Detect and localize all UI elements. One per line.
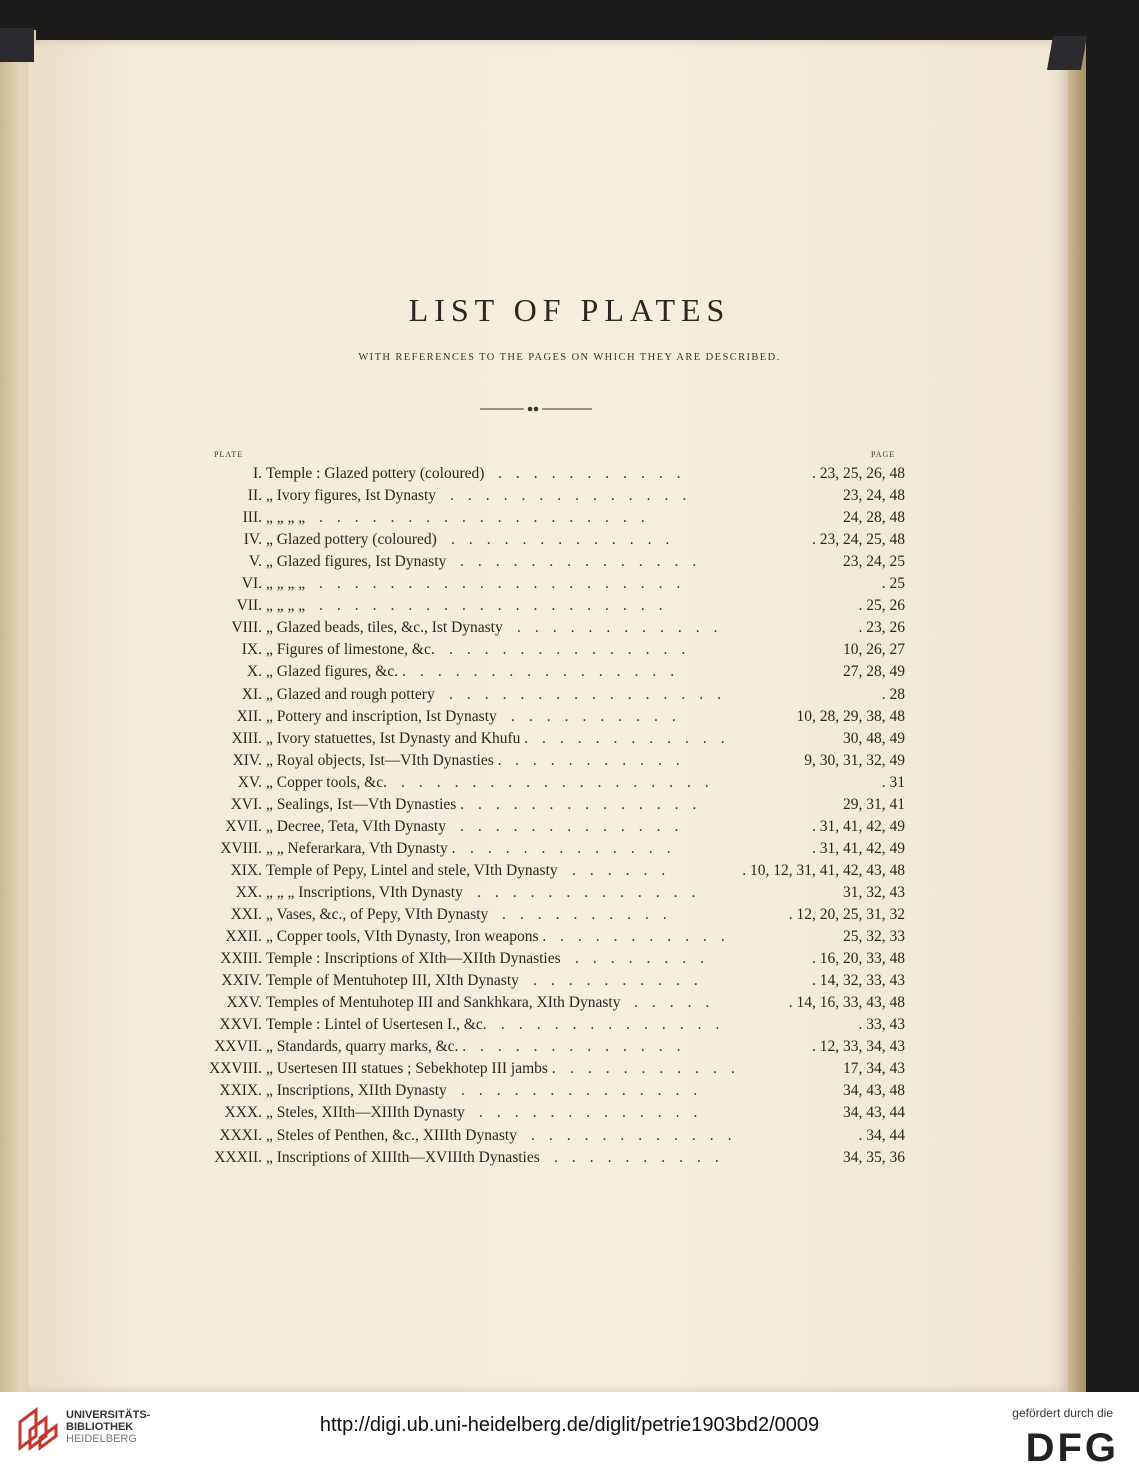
plate-number: VI. [241,575,262,593]
plate-number: XXII. [225,928,262,946]
plate-page-references: . 25 [881,575,905,593]
plate-description: „ Copper tools, VIth Dynasty, Iron weapons . [266,928,547,946]
plate-row [0,575,1139,597]
plate-number: XXIV. [221,972,262,990]
leader-dots: .............. [460,553,711,571]
plate-description: „ Sealings, Ist—Vth Dynasties . [266,795,465,813]
plate-row [0,1127,1139,1149]
footer-bar [0,1392,1139,1478]
plate-row [0,708,1139,730]
plate-description: „ „ „ „ [266,509,306,527]
plate-description: „ Pottery and inscription, Ist Dynasty [266,707,497,725]
plate-page-references: . 31, 41, 42, 49 [812,839,905,857]
plate-page-references: . 33, 43 [858,1016,905,1034]
plate-page-references: . 16, 20, 33, 48 [812,950,905,968]
plate-row [0,1038,1139,1060]
leader-dots: ............. [501,1016,734,1034]
plate-description: „ „ „ „ [266,597,306,615]
plate-description: „ Decree, Teta, VIth Dynasty [266,817,446,835]
column-header-plate: PLATE [214,450,243,459]
plate-description: „ Usertesen III statues ; Sebekhotep III jambs . [266,1060,556,1078]
leader-dots: ............ [517,619,732,637]
leader-dots: ..... [634,994,724,1012]
plate-description: „ Copper tools, &c. [266,773,387,791]
leader-dots: ................ [449,685,735,703]
plate-row [0,553,1139,575]
plate-description: „ Steles, XIIth—XIIIth Dynasty [266,1104,465,1122]
plate-description: „ „ „ Inscriptions, VIth Dynasty [266,883,463,901]
plate-description: Temple : Glazed pottery (coloured) [266,465,485,482]
leader-dots: .................. [401,773,723,791]
plate-row [0,686,1139,708]
plate-number: V. [248,553,262,571]
plate-page-references: . 12, 33, 34, 43 [812,1038,905,1056]
plate-number: XI. [241,685,262,703]
leader-dots: .......... [560,928,739,946]
leader-dots: .......... [511,707,690,725]
plate-description: Temple of Pepy, Lintel and stele, VIth Dynasty [266,861,558,879]
plate-row [0,1082,1139,1104]
leader-dots: ............. [478,795,711,813]
plate-page-references: 25, 32, 33 [843,928,905,946]
plate-number: II. [247,487,262,505]
plate-row [0,1149,1139,1171]
plate-row [0,840,1139,862]
leader-dots: .................... [319,597,677,615]
plate-row [0,774,1139,796]
library-name-line2: BIBLIOTHEK [66,1421,134,1433]
plate-row [0,1016,1139,1038]
plate-row [0,465,1139,487]
page-title: LIST OF PLATES [408,292,731,328]
plate-page-references: . 14, 16, 33, 43, 48 [788,994,905,1012]
plate-number: XVII. [225,817,262,835]
plate-row [0,950,1139,972]
leader-dots: ............. [479,1104,712,1122]
plate-description: „ Steles of Penthen, &c., XIIIth Dynasty [266,1126,517,1144]
page-subtitle: WITH REFERENCES TO THE PAGES ON WHICH THEY ARE DESCRIBED. [358,352,781,363]
leader-dots: ............ [480,1038,695,1056]
plate-number: XII. [236,707,262,725]
plate-page-references: 27, 28, 49 [843,663,905,681]
plate-number: XXIX. [219,1082,262,1100]
plate-page-references: 23, 24, 25 [843,553,905,571]
plate-page-references: 34, 35, 36 [843,1148,905,1166]
plate-page-references: 34, 43, 48 [843,1082,905,1100]
leader-dots: ............. [477,883,710,901]
plate-description: „ „ Neferarkara, Vth Dynasty . [266,839,456,857]
leader-dots: ........ [575,950,718,968]
plate-row [0,531,1139,553]
plate-row [0,884,1139,906]
plate-description: „ Ivory figures, Ist Dynasty [266,487,437,505]
plate-page-references: 24, 28, 48 [843,509,905,527]
plate-row [0,509,1139,531]
plate-number: XXIII. [220,950,262,968]
plate-row [0,994,1139,1016]
leader-dots: .......... [515,751,694,769]
plate-page-references: . 25, 26 [858,597,905,615]
plate-description: „ Glazed beads, tiles, &c., Ist Dynasty [266,619,503,637]
plate-number: XXVII. [214,1038,262,1056]
plate-description: „ Inscriptions of XIIIth—XVIIIth Dynasties [266,1148,540,1166]
plate-description: „ Inscriptions, XIIth Dynasty [266,1082,447,1100]
plate-description: Temple : Inscriptions of XIth—XIIth Dynasties [266,950,561,968]
leader-dots: .......... [570,1060,749,1078]
plate-number: X. [246,663,262,681]
plate-page-references: 30, 48, 49 [843,729,905,747]
plate-page-references: 34, 43, 44 [843,1104,905,1122]
plate-number: VII. [236,597,262,615]
leader-dots: ................... [319,509,659,527]
plate-row [0,906,1139,928]
leader-dots: ...... [572,861,680,879]
plate-number: IV. [243,531,262,549]
plate-number: XXX. [224,1104,262,1122]
plate-number: XXXII. [214,1148,262,1166]
plate-page-references: 9, 30, 31, 32, 49 [804,751,905,769]
plate-row [0,487,1139,509]
leader-dots: ............... [420,663,689,681]
library-name-line1: UNIVERSITÄTS- [66,1409,151,1421]
plate-page-references: . 14, 32, 33, 43 [812,972,905,990]
plate-description: Temple of Mentuhotep III, XIth Dynasty [266,972,519,990]
plate-page-references: 10, 28, 29, 38, 48 [796,707,905,725]
plate-number: III. [242,509,262,527]
plate-number: I. [252,465,262,482]
plate-row [0,1060,1139,1082]
leader-dots: ........... [498,465,695,482]
plate-description: „ Glazed figures, Ist Dynasty [266,553,447,571]
plate-row [0,752,1139,774]
leader-dots: ............ [531,1126,746,1144]
plate-description: „ Vases, &c., of Pepy, VIth Dynasty [266,906,489,923]
leader-dots: ............. [451,531,684,549]
plate-row [0,619,1139,641]
plate-description: „ Ivory statuettes, Ist Dynasty and Khufu . [266,729,529,747]
leader-dots: .............. [449,641,700,659]
plate-page-references: 23, 24, 48 [843,487,905,505]
plate-number: XVIII. [220,839,262,857]
leader-dots: ..................... [319,575,695,593]
plate-description: „ Glazed and rough pottery [266,685,435,703]
plate-page-references: . 12, 20, 25, 31, 32 [788,906,905,923]
plate-page-references: . 23, 26 [858,619,905,637]
plate-page-references: . 28 [881,685,905,703]
plate-number: XVI. [230,795,262,813]
plate-number: XXV. [226,994,262,1012]
document-url-link[interactable]: http://digi.ub.uni-heidelberg.de/diglit/petrie1903bd2/0009 [319,1414,820,1436]
plate-row [0,730,1139,752]
plate-page-references: 10, 26, 27 [843,641,905,659]
plate-page-references: 17, 34, 43 [843,1060,905,1078]
plate-number: XXVI. [219,1016,262,1034]
plate-description: „ Glazed pottery (coloured) [266,531,437,549]
plate-description: Temple : Lintel of Usertesen I., &c. [266,1016,487,1034]
leader-dots: .......... [554,1148,733,1166]
plate-number: VIII. [231,619,262,637]
binding-corner-right [1047,36,1087,70]
plate-description: „ Figures of limestone, &c. [266,641,435,659]
leader-dots: .............. [461,1082,712,1100]
plate-row [0,1104,1139,1126]
plate-page-references: . 34, 44 [858,1126,905,1144]
plate-description: Temples of Mentuhotep III and Sankhkara, XIth Dynasty [266,994,621,1012]
plate-page-references: . 31 [881,773,905,791]
plate-row [0,818,1139,840]
binding-corner-left [0,28,34,62]
leader-dots: ............. [460,817,693,835]
plate-row [0,597,1139,619]
plate-number: XV. [237,773,262,791]
leader-dots: .......... [533,972,712,990]
plate-row [0,796,1139,818]
plate-number: XXI. [230,906,262,923]
leader-dots: .............. [450,487,701,505]
dfg-logo: DFG [1025,1426,1119,1470]
leader-dots: ............ [470,839,685,857]
leader-dots: ........... [542,729,739,747]
plate-page-references: . 23, 25, 26, 48 [812,465,905,482]
plate-row [0,928,1139,950]
plate-description: „ Standards, quarry marks, &c. . [266,1038,467,1056]
plate-description: „ Royal objects, Ist—VIth Dynasties . [266,751,502,769]
plate-number: XX. [235,883,262,901]
funded-by-label: gefördert durch die [1012,1406,1113,1420]
plate-row [0,641,1139,663]
plate-page-references: . 10, 12, 31, 41, 42, 43, 48 [742,861,905,879]
plate-row [0,862,1139,884]
plate-row [0,663,1139,685]
plate-number: XIII. [231,729,262,747]
plate-number: XXVIII. [209,1060,262,1078]
plate-row [0,972,1139,994]
plate-description: „ „ „ „ [266,575,306,593]
plate-description: „ Glazed figures, &c. . [266,663,406,681]
ornament-divider-icon [480,403,592,415]
leader-dots: .......... [502,906,681,923]
plate-number: XIX. [230,861,262,879]
plate-page-references: 29, 31, 41 [843,795,905,813]
plate-page-references: 31, 32, 43 [843,883,905,901]
column-header-page: PAGE [871,450,896,459]
plate-page-references: . 31, 41, 42, 49 [812,817,905,835]
plate-page-references: . 23, 24, 25, 48 [812,531,905,549]
library-name-line3: HEIDELBERG [66,1433,137,1445]
plate-number: XIV. [232,751,262,769]
plate-number: XXXI. [219,1126,262,1144]
plate-number: IX. [241,641,262,659]
